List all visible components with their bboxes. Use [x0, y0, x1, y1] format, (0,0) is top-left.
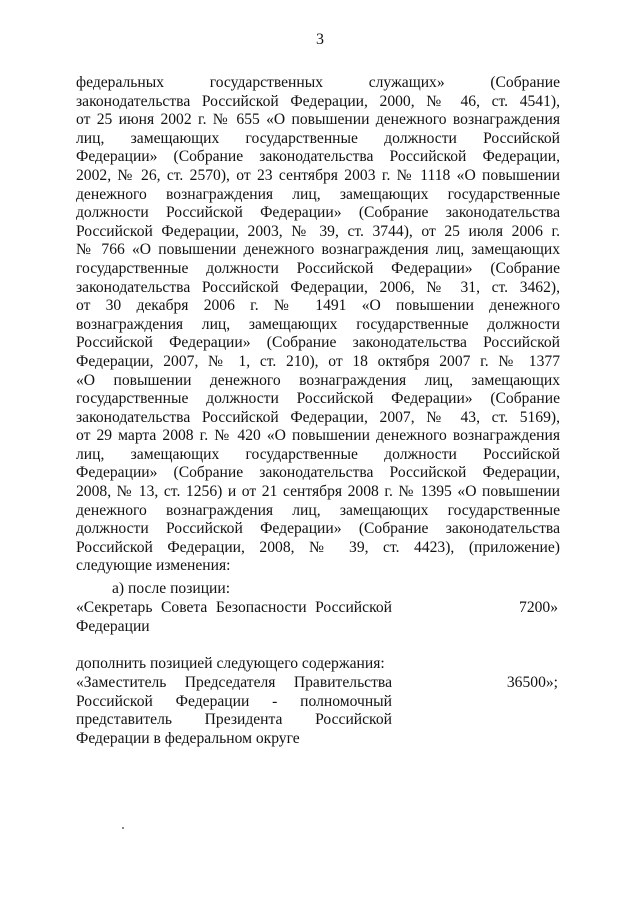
position-title-line: «Секретарь Совета Безопасности Российской — [76, 599, 392, 616]
paragraph-line: лиц, замещающих государственные должности Российской — [76, 129, 560, 147]
paragraph-line: вознаграждения лиц, замещающих государственные должности — [76, 315, 560, 333]
paragraph-line: № 766 «О повышении денежного вознаграждения лиц, замещающих — [76, 241, 560, 259]
paragraph-line: «О повышении денежного вознаграждения лиц, замещающих — [76, 371, 560, 389]
position-title-line: «Заместитель Председателя Правительства — [76, 674, 392, 691]
amendment-paragraph — [76, 74, 560, 576]
paragraph-line: законодательства Российской Федерации, 2007, № 43, ст. 5169), — [76, 408, 560, 426]
position-deputy-chair-value: 36500»; — [506, 674, 558, 691]
position-deputy-chair-title — [76, 674, 392, 748]
position-secretary-title — [76, 599, 392, 636]
paragraph-line: Федерации» (Собрание законодательства Российской Федерации, — [76, 148, 560, 166]
paragraph-line: должности Российской Федерации» (Собрание законодательства — [76, 204, 560, 222]
paragraph-line: федеральных государственных служащих» (Собрание — [76, 74, 560, 91]
paragraph-line: должности Российской Федерации» (Собрание законодательства — [76, 520, 560, 538]
paragraph-line: от 30 декабря 2006 г. № 1491 «О повышении денежного — [76, 297, 560, 315]
paragraph-line: денежного вознаграждения лиц, замещающих государственные — [76, 501, 560, 519]
paragraph-line: законодательства Российской Федерации, 2000, № 46, ст. 4541), — [76, 92, 560, 110]
paragraph-line: Российской Федерации, 2008, № 39, ст. 4423), (приложение) — [76, 538, 560, 556]
position-secretary-value: 7200» — [519, 599, 558, 616]
paragraph-line-last: следующие изменения: — [76, 557, 231, 575]
scan-speck — [122, 827, 124, 829]
paragraph-line: законодательства Российской Федерации, 2006, № 31, ст. 3462), — [76, 278, 560, 296]
position-title-line: Российской Федерации - полномочный — [76, 692, 392, 710]
paragraph-line: Российской Федерации» (Собрание законодательства Российской — [76, 334, 560, 352]
item-a-heading: а) после позиции: — [112, 580, 231, 597]
page-number: 3 — [316, 31, 324, 48]
position-title-line: представитель Президента Российской — [76, 711, 392, 729]
paragraph-line: Федерации» (Собрание законодательства Российской Федерации, — [76, 464, 560, 482]
position-title-line: Федерации — [76, 617, 150, 635]
paragraph-line: 2008, № 13, ст. 1256) и от 21 сентября 2008 г. № 1395 «О повышении — [76, 483, 560, 501]
position-title-line: Федерации в федеральном округе — [76, 729, 300, 747]
paragraph-line: от 29 марта 2008 г. № 420 «О повышении денежного вознаграждения — [76, 427, 560, 445]
paragraph-line: государственные должности Российской Федерации» (Собрание — [76, 390, 560, 408]
paragraph-line: Федерации, 2007, № 1, ст. 210), от 18 октября 2007 г. № 1377 — [76, 352, 560, 370]
supplement-instruction: дополнить позицией следующего содержания: — [76, 655, 385, 672]
paragraph-line: от 25 июня 2002 г. № 655 «О повышении денежного вознаграждения — [76, 111, 560, 129]
paragraph-line: Российской Федерации, 2003, № 39, ст. 3744), от 25 июля 2006 г. — [76, 222, 560, 240]
paragraph-line: государственные должности Российской Федерации» (Собрание — [76, 259, 560, 277]
paragraph-line: 2002, № 26, ст. 2570), от 23 сентября 2003 г. № 1118 «О повышении — [76, 166, 560, 184]
paragraph-line: денежного вознаграждения лиц, замещающих государственные — [76, 185, 560, 203]
paragraph-line: лиц, замещающих государственные должности Российской — [76, 445, 560, 463]
